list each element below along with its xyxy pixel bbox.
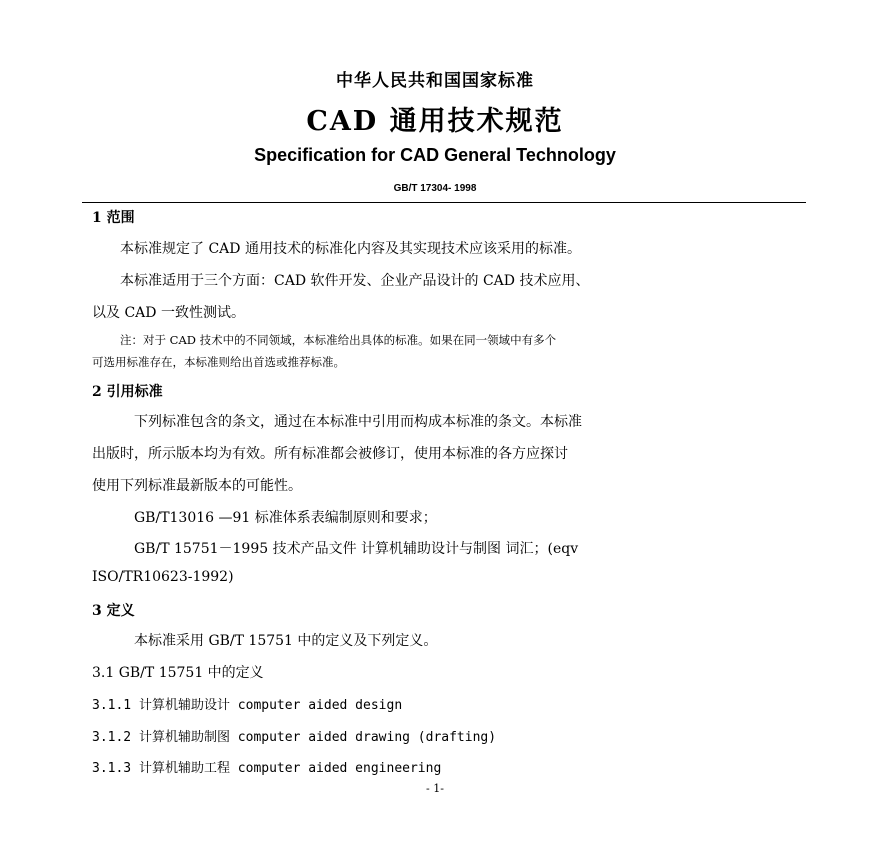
section-3-heading: 3 定义 (92, 603, 135, 619)
document-title: CAD 通用技术规范 (306, 106, 564, 137)
reference-item-1: GB/T13016 —91 标准体系表编制原则和要求； (134, 510, 437, 526)
section-2-paragraph-line-2: 出版时，所示版本均为有效。所有标准都会被修订，使用本标准的各方应探讨 (92, 446, 568, 462)
standard-number: GB/T 17304- 1998 (393, 183, 477, 194)
definition-3-1-2: 3.1.2 计算机辅助制图 computer aided drawing (drafting) (92, 730, 497, 745)
section-1-paragraph-2-line-2: 以及 CAD 一致性测试。 (92, 305, 245, 321)
subsection-3-1-heading: 3.1 GB/T 15751 中的定义 (92, 665, 264, 681)
section-1-paragraph-1: 本标准规定了 CAD 通用技术的标准化内容及其实现技术应该采用的标准。 (120, 241, 581, 257)
section-2-paragraph-line-3: 使用下列标准最新版本的可能性。 (92, 478, 302, 494)
definition-3-1-1: 3.1.1 计算机辅助设计 computer aided design (92, 698, 403, 713)
definition-3-1-3: 3.1.3 计算机辅助工程 computer aided engineering (92, 761, 442, 776)
section-2-heading: 2 引用标准 (92, 384, 163, 400)
section-3-paragraph: 本标准采用 GB/T 15751 中的定义及下列定义。 (134, 633, 438, 649)
section-1-heading: 1 范围 (92, 210, 135, 226)
english-title: Specification for CAD General Technology (254, 145, 616, 165)
standard-name: 中华人民共和国国家标准 (336, 71, 534, 91)
page-number: - 1- (426, 782, 444, 795)
section-1-note-line-1: 注：对于 CAD 技术中的不同领域，本标准给出具体的标准。如果在同一领域中有多个 (120, 333, 557, 347)
section-1-paragraph-2-line-1: 本标准适用于三个方面：CAD 软件开发、企业产品设计的 CAD 技术应用、 (120, 273, 590, 289)
section-1-note-line-2: 可选用标准存在，本标准则给出首选或推荐标准。 (92, 355, 345, 369)
reference-item-2-line-2: ISO/TR10623-1992) (92, 569, 234, 585)
reference-item-2-line-1: GB/T 15751－1995 技术产品文件 计算机辅助设计与制图 词汇；(eqv (134, 541, 579, 557)
section-2-paragraph-line-1: 下列标准包含的条文，通过在本标准中引用而构成本标准的条文。本标准 (134, 414, 582, 430)
header-divider (82, 202, 806, 203)
